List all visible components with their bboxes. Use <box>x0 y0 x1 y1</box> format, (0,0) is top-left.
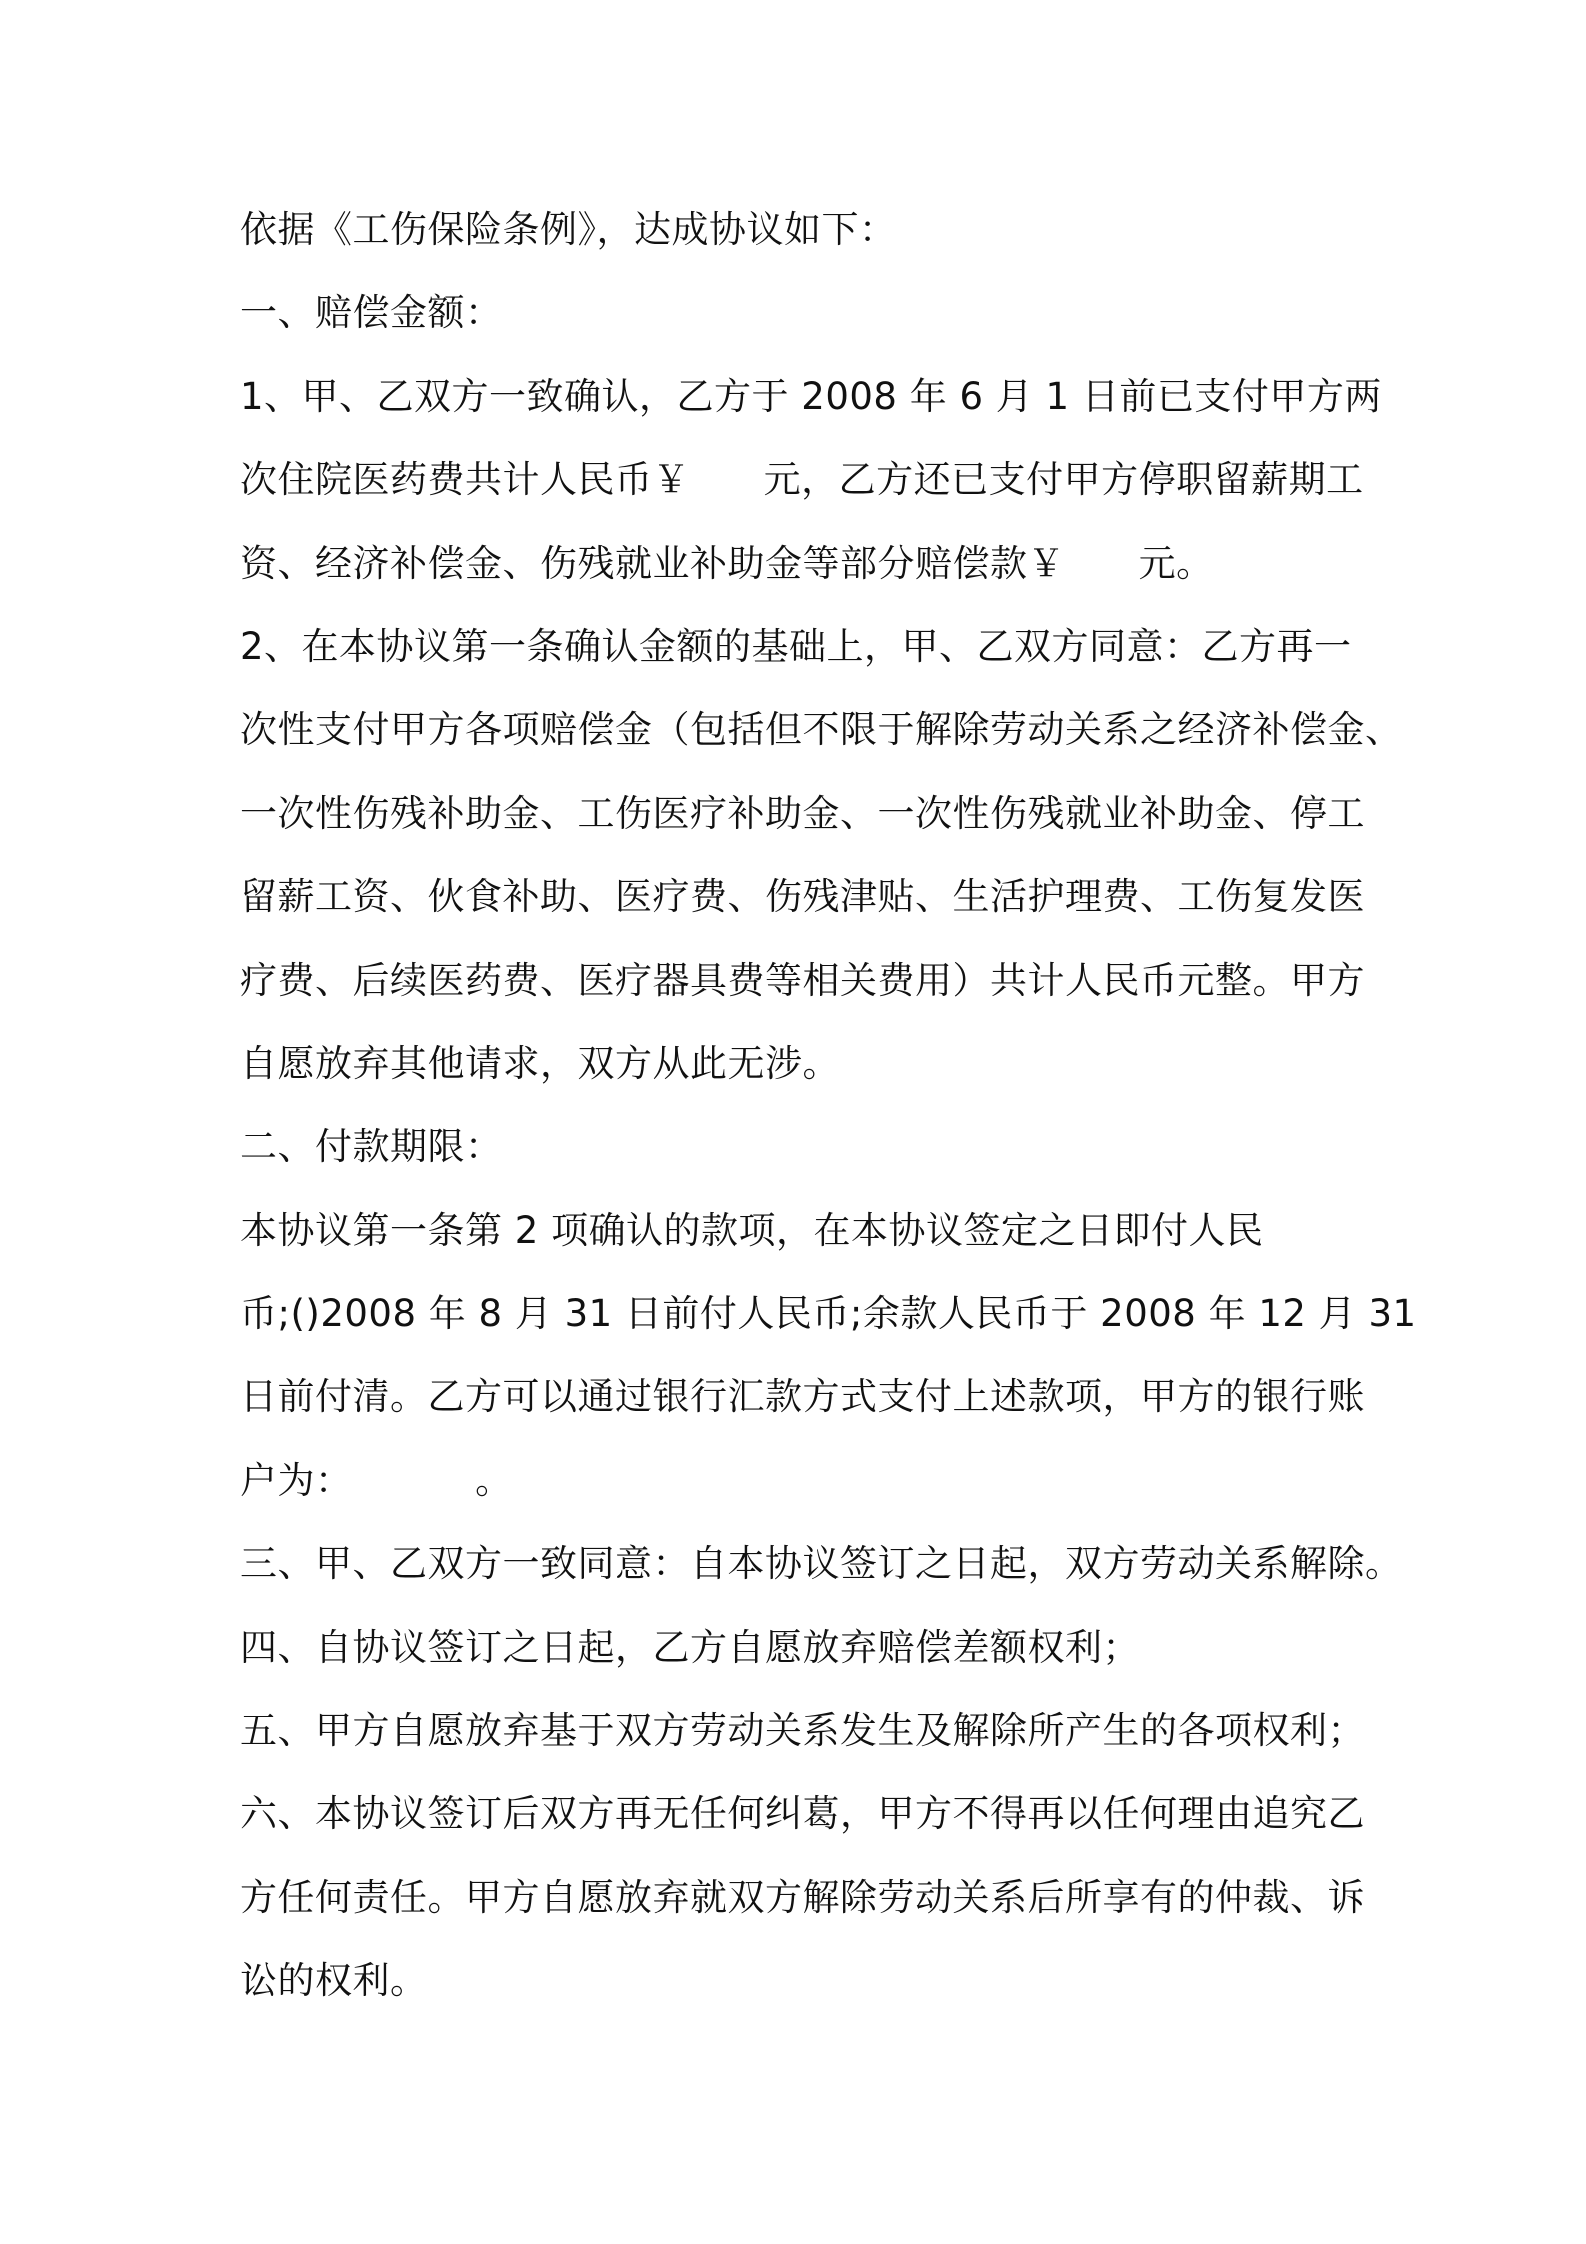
section-4-line: 四、自协议签订之日起，乙方自愿放弃赔偿差额权利； <box>240 1625 1140 1669</box>
section-2-heading: 二、付款期限： <box>240 1125 503 1169</box>
clause-1-1-line-3: 资、经济补偿金、伤残就业补助金等部分赔偿款￥ 元。 <box>240 541 1214 585</box>
clause-1-2-line-4: 留薪工资、伙食补助、医疗费、伤残津贴、生活护理费、工伤复发医 <box>240 875 1365 919</box>
section-3-line: 三、甲、乙双方一致同意：自本协议签订之日起，双方劳动关系解除。 <box>240 1542 1403 1586</box>
section-5-line: 五、甲方自愿放弃基于双方劳动关系发生及解除所产生的各项权利； <box>240 1709 1365 1753</box>
section-1-heading: 一、赔偿金额： <box>240 291 503 335</box>
section-2-line-4: 户为： 。 <box>240 1458 513 1502</box>
clause-1-1-line-1: 1、甲、乙双方一致确认，乙方于 2008 年 6 月 1 日前已支付甲方两 <box>240 374 1382 418</box>
clause-1-2-line-3: 一次性伤残补助金、工伤医疗补助金、一次性伤残就业补助金、停工 <box>240 791 1365 835</box>
section-6-line-1: 六、本协议签订后双方再无任何纠葛，甲方不得再以任何理由追究乙 <box>240 1792 1365 1836</box>
clause-1-2-line-6: 自愿放弃其他请求，双方从此无涉。 <box>240 1041 840 1085</box>
clause-1-2-line-1: 2、在本协议第一条确认金额的基础上，甲、乙双方同意：乙方再一 <box>240 624 1352 668</box>
section-6-line-2: 方任何责任。甲方自愿放弃就双方解除劳动关系后所享有的仲裁、诉 <box>240 1875 1365 1919</box>
document-page <box>240 192 1417 2027</box>
clause-1-1-line-2: 次住院医药费共计人民币￥ 元，乙方还已支付甲方停职留薪期工 <box>240 458 1364 502</box>
section-2-line-2: 币;()2008 年 8 月 31 日前付人民币;余款人民币于 2008 年 12 月 31 <box>240 1292 1417 1336</box>
section-2-line-3: 日前付清。乙方可以通过银行汇款方式支付上述款项，甲方的银行账 <box>240 1375 1365 1419</box>
clause-1-2-line-2: 次性支付甲方各项赔偿金（包括但不限于解除劳动关系之经济补偿金、 <box>240 708 1403 752</box>
section-6-line-3: 讼的权利。 <box>240 1959 428 2003</box>
clause-1-2-line-5: 疗费、后续医药费、医疗器具费等相关费用）共计人民币元整。甲方 <box>240 958 1365 1002</box>
intro-line: 依据《工伤保险条例》，达成协议如下： <box>240 208 897 251</box>
section-2-line-1: 本协议第一条第 2 项确认的款项，在本协议签定之日即付人民 <box>240 1208 1264 1252</box>
